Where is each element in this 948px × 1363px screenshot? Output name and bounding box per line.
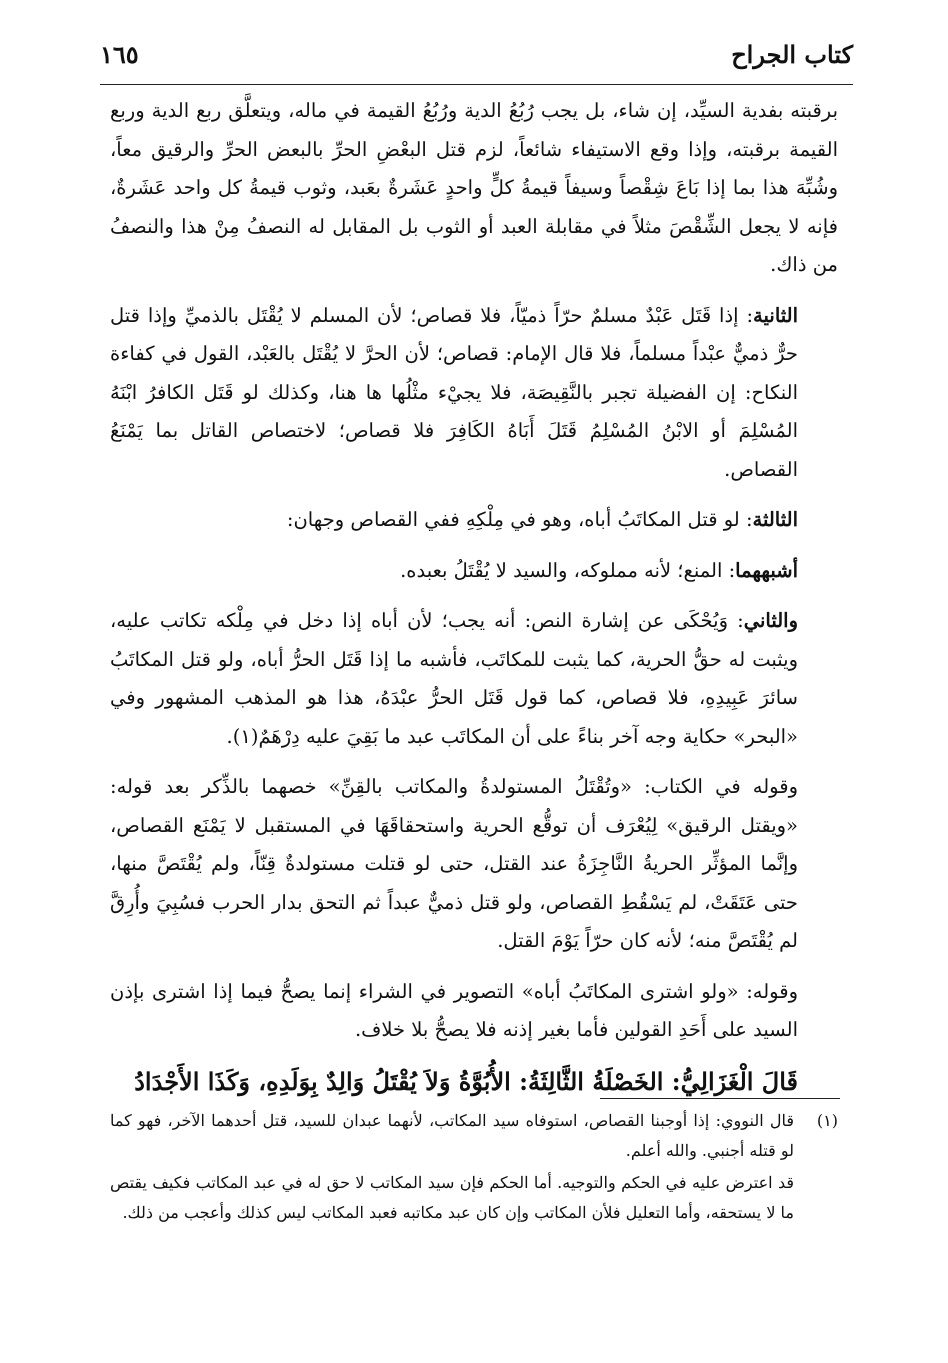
paragraph-text: : لو قتل المكاتَبُ أباه، وهو في مِلْكِهِ ففي القصاص وجهان: xyxy=(286,508,753,531)
footnote-number: (١) xyxy=(816,1111,838,1130)
paragraph xyxy=(110,92,838,285)
paragraph xyxy=(110,552,838,591)
paragraph xyxy=(110,501,838,540)
page-header xyxy=(100,38,853,85)
paragraph xyxy=(110,297,838,490)
paragraph-lead: أشبههما xyxy=(735,558,798,582)
paragraph-lead: الثالثة xyxy=(752,508,798,531)
paragraph-text: : إذا قَتَل عَبْدٌ مسلمٌ حرّاً ذميّاً، فلا قصاص؛ لأن المسلم لا يُقْتَل بالذميِّ وإذا قتل حرٌّ ذميٌّ عبْداً مسلماً، فلا قال الإمام: قصاص؛ لأن الحرَّ لا يُقْتَل بالعَبْد، القول في كفاءة النكاح: إن الفضيلة تجبر بالنَّقِيصَة، فلا يجيْء مثْلُها ها هنا، وكذلك لو قَتَل الكافرُ ابْنَهُ المُسْلِمَ أو الابْنُ المُسْلِمُ قَتَلَ أَبَاهُ الكَافِرَ فلا قصاص؛ لاختصاص القاتل بما يَمْنَعُ القصاص. xyxy=(110,303,798,481)
paragraph-text: برقبته بفدية السيِّد، إن شاء، بل يجب رُبُعُ الدية ورُبُعُ القيمة في ماله، ويتعلَّق ربع الدية وربع القيمة برقبته، وإذا وقع الاستيفاء شائعاً، لزم قتل البعْضِ الحرِّ بالبعض الحرِّ والرقيق معاً، وشُبِّهَ هذا بما إذا بَاعَ شِقْصاً وسيفاً قيمةُ كلٍّ واحدٍ عَشَرةٌ بعَبد، وثوب قيمةُ كل واحد عَشَرةٌ، فإنه لا يجعل الشِّقْصَ مثلاً في مقابلة العبد أو الثوب بل المقابل له النصفُ مِنْ هذا والنصفُ من ذاك. xyxy=(110,99,838,276)
paragraph-text: وقوله في الكتاب: «وتُقْتَلُ المستولدةُ والمكاتب بالقِنِّ» خصهما بالذِّكر بعد قوله: «ويقتل الرقيق» لِيُعْرَف أن توقُّع الحرية واستحقاقَهَا في المستقبل لا يَمْنَع القصاص، وإنَّما المؤثِّر الحريةُ النَّاجِزَةُ عند القتل، حتى لو قتلت مستولدةٌ قِنّاً، ولم يُقْتَصَّ منها، حتى عَتَقَتْ، لم يَسْقُطِ القصاص، ولو قتل ذميٌّ عبداً ثم التحق بدار الحرب فسُبِيَ وأُرِقَّ لم يُقْتَصَّ منه؛ لأنه كان حرّاً يَوْمَ القتل. xyxy=(110,775,798,952)
paragraph-lead: الثانية xyxy=(753,303,798,327)
footnote-text: قال النووي: إذا أوجبنا القصاص، استوفاه سيد المكاتب، لأنهما عبدان للسيد، قتل أحدهما الآخر، فهو كما لو قتله أجنبي. والله أعلم. xyxy=(110,1111,794,1160)
paragraph xyxy=(110,602,838,756)
footnote-separator xyxy=(600,1098,840,1099)
paragraph-lead: والثاني xyxy=(743,609,798,632)
paragraph xyxy=(110,768,838,961)
page-number: ١٦٥ xyxy=(100,40,139,69)
ghazali-quote: قَالَ الْغَزَالِيُّ: الخَصْلَةُ الثَّالِثَةُ: الأُبُوَّةُ وَلاَ يُقْتَلُ وَالِدٌ بِوَلَدِهِ، وَكَذَا الأَجْدَادُ xyxy=(134,1066,798,1096)
paragraph-text: : المنع؛ لأنه مملوكه، والسيد لا يُقْتَلُ بعبده. xyxy=(400,558,736,582)
running-title: كتاب الجراح xyxy=(731,40,853,69)
main-text xyxy=(110,92,838,1102)
paragraph-text: : وَيُحْكَى عن إشارة النص: أنه يجب؛ لأن أباه إذا دخل في مِلْكه تكاتب عليه، ويثبت له حقُّ الحرية، كما يثبت للمكاتَب، فأشبه ما إذا قَتَل الحرُّ أباه، ولو قتل المكاتَبُ سائرَ عَبِيدِهِ، فلا قصاص، كما قول قَتَل الحرُّ عبْدَهُ، هذا هو المذهب المشهور وفي «البحر» حكاية وجه آخر بناءً على أن المكاتَب عبد ما بَقِيَ عليه دِرْهَمٌ(١). xyxy=(110,609,798,748)
paragraph-text: وقوله: «ولو اشترى المكاتَبُ أباه» التصوير في الشراء إنما يصحُّ فيما إذا اشترى بإذن السيد على أَحَدِ القولين فأما بغير إذنه فلا يصحُّ بلا خلاف. xyxy=(110,979,798,1041)
footnote xyxy=(110,1106,838,1166)
footnote-comment: قد اعترض عليه في الحكم والتوجيه. أما الحكم فإن سيد المكاتب لا حق له في عبد المكاتب فكيف يقتص ما لا يستحقه، وأما التعليل فلأن المكاتب وإن كان عبد مكاتبه فعبد المكاتب ليس كذلك وأعجب من ذلك. xyxy=(110,1173,794,1222)
footnotes xyxy=(110,1106,838,1228)
paragraph xyxy=(110,973,838,1050)
